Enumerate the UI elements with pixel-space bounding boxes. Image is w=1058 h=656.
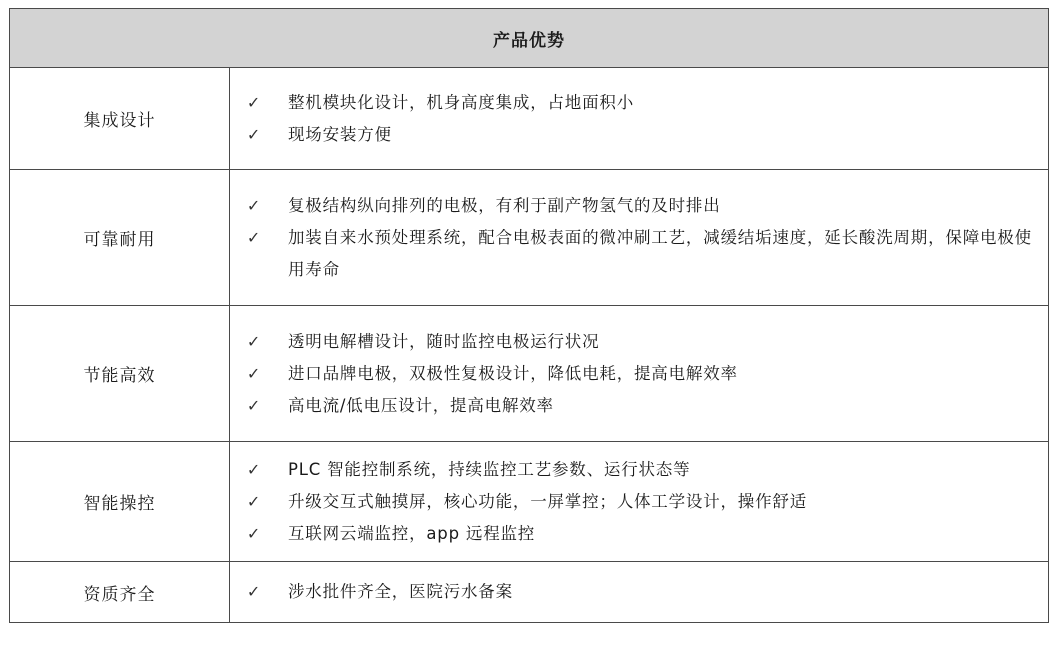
item-text: 现场安装方便 <box>288 124 392 144</box>
item-text: 升级交互式触摸屏，核心功能，一屏掌控；人体工学设计，操作舒适 <box>288 491 807 511</box>
list-item <box>230 576 1048 608</box>
item-text: PLC 智能控制系统，持续监控工艺参数、运行状态等 <box>288 459 691 479</box>
product-advantages-table <box>9 8 1049 623</box>
feature-list <box>230 68 1049 170</box>
item-text: 高电流/低电压设计，提高电解效率 <box>288 395 554 415</box>
item-text: 进口品牌电极，双极性复极设计，降低电耗，提高电解效率 <box>288 363 738 383</box>
list-item <box>230 518 1048 550</box>
check-icon: ✓ <box>246 331 262 351</box>
table-row <box>10 170 1049 306</box>
item-text: 透明电解槽设计，随时监控电极运行状况 <box>288 331 600 351</box>
list-item <box>230 358 1048 390</box>
check-icon: ✓ <box>246 363 262 383</box>
list-item <box>230 454 1048 486</box>
list-item <box>230 222 1048 286</box>
list-item <box>230 390 1048 422</box>
list-item <box>230 119 1048 151</box>
list-item <box>230 486 1048 518</box>
table-row <box>10 562 1049 623</box>
check-icon: ✓ <box>246 395 262 415</box>
feature-list <box>230 170 1049 306</box>
item-text: 复极结构纵向排列的电极，有利于副产物氢气的及时排出 <box>288 195 721 215</box>
category-label: 可靠耐用 <box>10 170 230 306</box>
table-row <box>10 306 1049 442</box>
check-icon: ✓ <box>246 124 262 144</box>
feature-list <box>230 442 1049 562</box>
feature-list <box>230 306 1049 442</box>
list-item <box>230 326 1048 358</box>
feature-list <box>230 562 1049 623</box>
check-icon: ✓ <box>246 92 262 112</box>
check-icon: ✓ <box>246 523 262 543</box>
item-text: 涉水批件齐全，医院污水备案 <box>288 582 513 601</box>
check-icon: ✓ <box>246 491 262 511</box>
category-label: 资质齐全 <box>10 562 230 623</box>
check-icon: ✓ <box>246 582 262 601</box>
item-text: 互联网云端监控，app 远程监控 <box>288 523 536 543</box>
table-row <box>10 442 1049 562</box>
list-item <box>230 190 1048 222</box>
item-text: 加装自来水预处理系统，配合电极表面的微冲刷工艺，减缓结垢速度，延长酸洗周期，保障电极使用寿命 <box>288 227 1032 279</box>
check-icon: ✓ <box>246 459 262 479</box>
category-label: 节能高效 <box>10 306 230 442</box>
check-icon: ✓ <box>246 195 262 215</box>
item-text: 整机模块化设计，机身高度集成，占地面积小 <box>288 92 634 112</box>
table-title: 产品优势 <box>10 9 1049 68</box>
list-item <box>230 87 1048 119</box>
check-icon: ✓ <box>246 227 262 247</box>
category-label: 集成设计 <box>10 68 230 170</box>
category-label: 智能操控 <box>10 442 230 562</box>
table-row <box>10 68 1049 170</box>
